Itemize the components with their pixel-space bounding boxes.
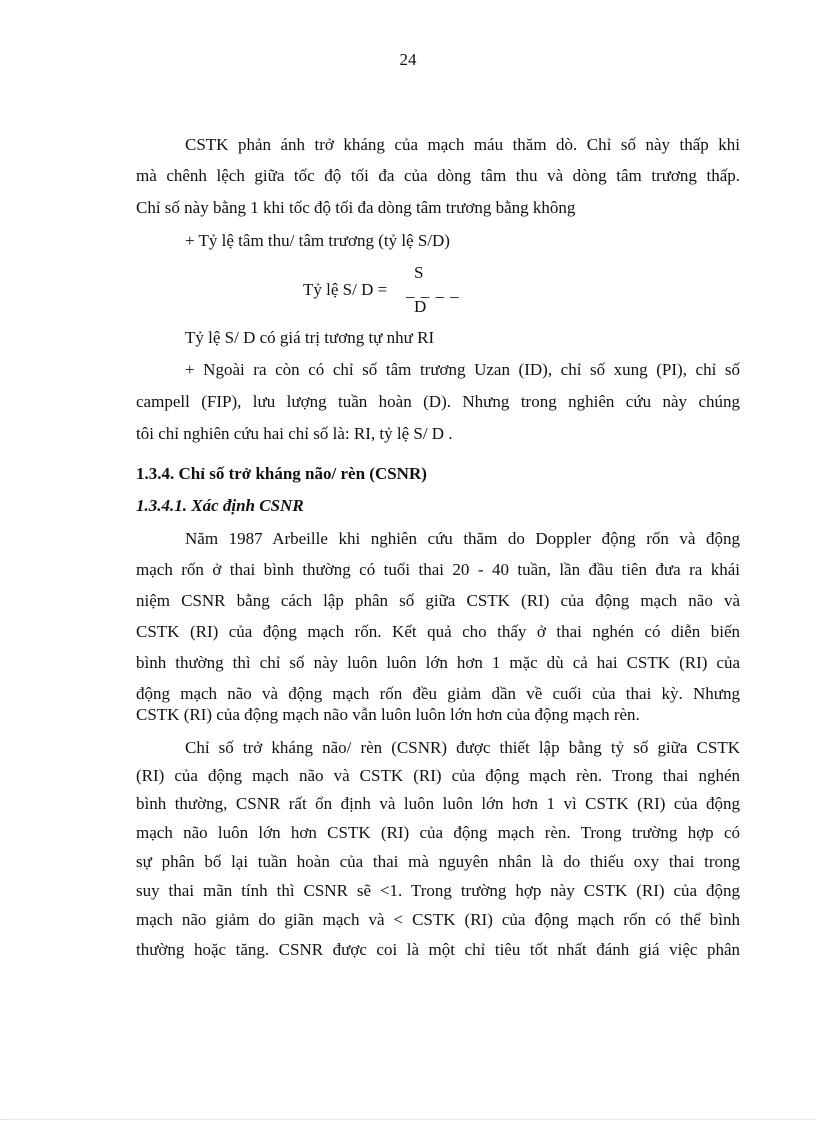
paragraph-line: mạch não luôn lớn hơn CSTK (RI) của động mạch rèn. Trong trường hợp có (136, 823, 740, 842)
paragraph-line: + Ngoài ra còn có chỉ số tâm trương Uzan (ID), chỉ số xung (PI), chỉ số (185, 360, 740, 379)
formula-numerator: S (414, 263, 424, 282)
formula-label: Tỷ lệ S/ D = (303, 280, 388, 299)
paragraph-line: bình thường, CSNR rất ổn định và luôn luôn lớn hơn 1 vì CSTK (RI) của động (136, 794, 740, 813)
section-heading: 1.3.4. Chỉ số trở kháng não/ rèn (CSNR) (136, 464, 427, 483)
paragraph-line: niệm CSNR bằng cách lập phân số giữa CSTK (RI) của động mạch não và (136, 591, 740, 610)
paragraph-line: Chỉ số này bằng 1 khi tốc độ tối đa dòng tâm trương bằng không (136, 198, 576, 217)
paragraph-line: bình thường thì chỉ số này luôn luôn lớn hơn 1 mặc dù cả hai CSTK (RI) của (136, 653, 740, 672)
paragraph-line: tôi chỉ nghiên cứu hai chỉ số là: RI, tỷ lệ S/ D . (136, 424, 453, 443)
ratio-note: Tỷ lệ S/ D có giá trị tương tự như RI (185, 328, 435, 347)
paragraph-line: động mạch não và động mạch rốn đều giảm dần về cuối của thai kỳ. Nhưng (136, 684, 740, 703)
paragraph-line: CSTK phản ánh trở kháng của mạch máu thăm dò. Chỉ số này thấp khi (185, 135, 740, 154)
paragraph-line: CSTK (RI) của động mạch rốn. Kết quả cho thấy ở thai nghén có diễn biến (136, 622, 740, 641)
paragraph-line: CSTK (RI) của động mạch não vẫn luôn luôn lớn hơn của động mạch rèn. (136, 705, 640, 724)
formula-denominator: D (414, 297, 427, 316)
formula-fraction-bar: _ _ _ _ (406, 281, 460, 300)
page-bottom-rule (0, 1119, 816, 1120)
paragraph-line: mạch rốn ở thai bình thường có tuổi thai 20 - 40 tuần, lần đầu tiên đưa ra khái (136, 560, 740, 579)
paragraph-line: campell (FIP), lưu lượng tuần hoàn (D). Nhưng trong nghiên cứu này chúng (136, 392, 740, 411)
paragraph-line: sự phân bố lại tuần hoàn của thai mà nguyên nhân là do thiếu oxy thai trong (136, 852, 740, 871)
page-number: 24 (399, 50, 417, 69)
paragraph-line: mà chênh lệch giữa tốc độ tối đa của dòng tâm thu và dòng tâm trương thấp. (136, 166, 740, 185)
ratio-heading: + Tỷ lệ tâm thu/ tâm trương (tỷ lệ S/D) (185, 231, 450, 250)
subsection-heading: 1.3.4.1. Xác định CSNR (136, 496, 304, 515)
paragraph-line: thường hoặc tăng. CSNR được coi là một chỉ tiêu tốt nhất đánh giá việc phân (136, 940, 740, 959)
paragraph-line: suy thai mãn tính thì CSNR sẽ <1. Trong trường hợp này CSTK (RI) của động (136, 881, 740, 900)
paragraph-line: Năm 1987 Arbeille khi nghiên cứu thăm do Doppler động rốn và động (185, 529, 740, 548)
paragraph-line: Chỉ số trở kháng não/ rèn (CSNR) được thiết lập bằng tỷ số giữa CSTK (185, 738, 740, 757)
paragraph-line: mạch não giảm do giãn mạch và < CSTK (RI) của động mạch rốn có thể bình (136, 910, 740, 929)
paragraph-line: (RI) của động mạch não và CSTK (RI) của động mạch rèn. Trong thai nghén (136, 766, 740, 785)
